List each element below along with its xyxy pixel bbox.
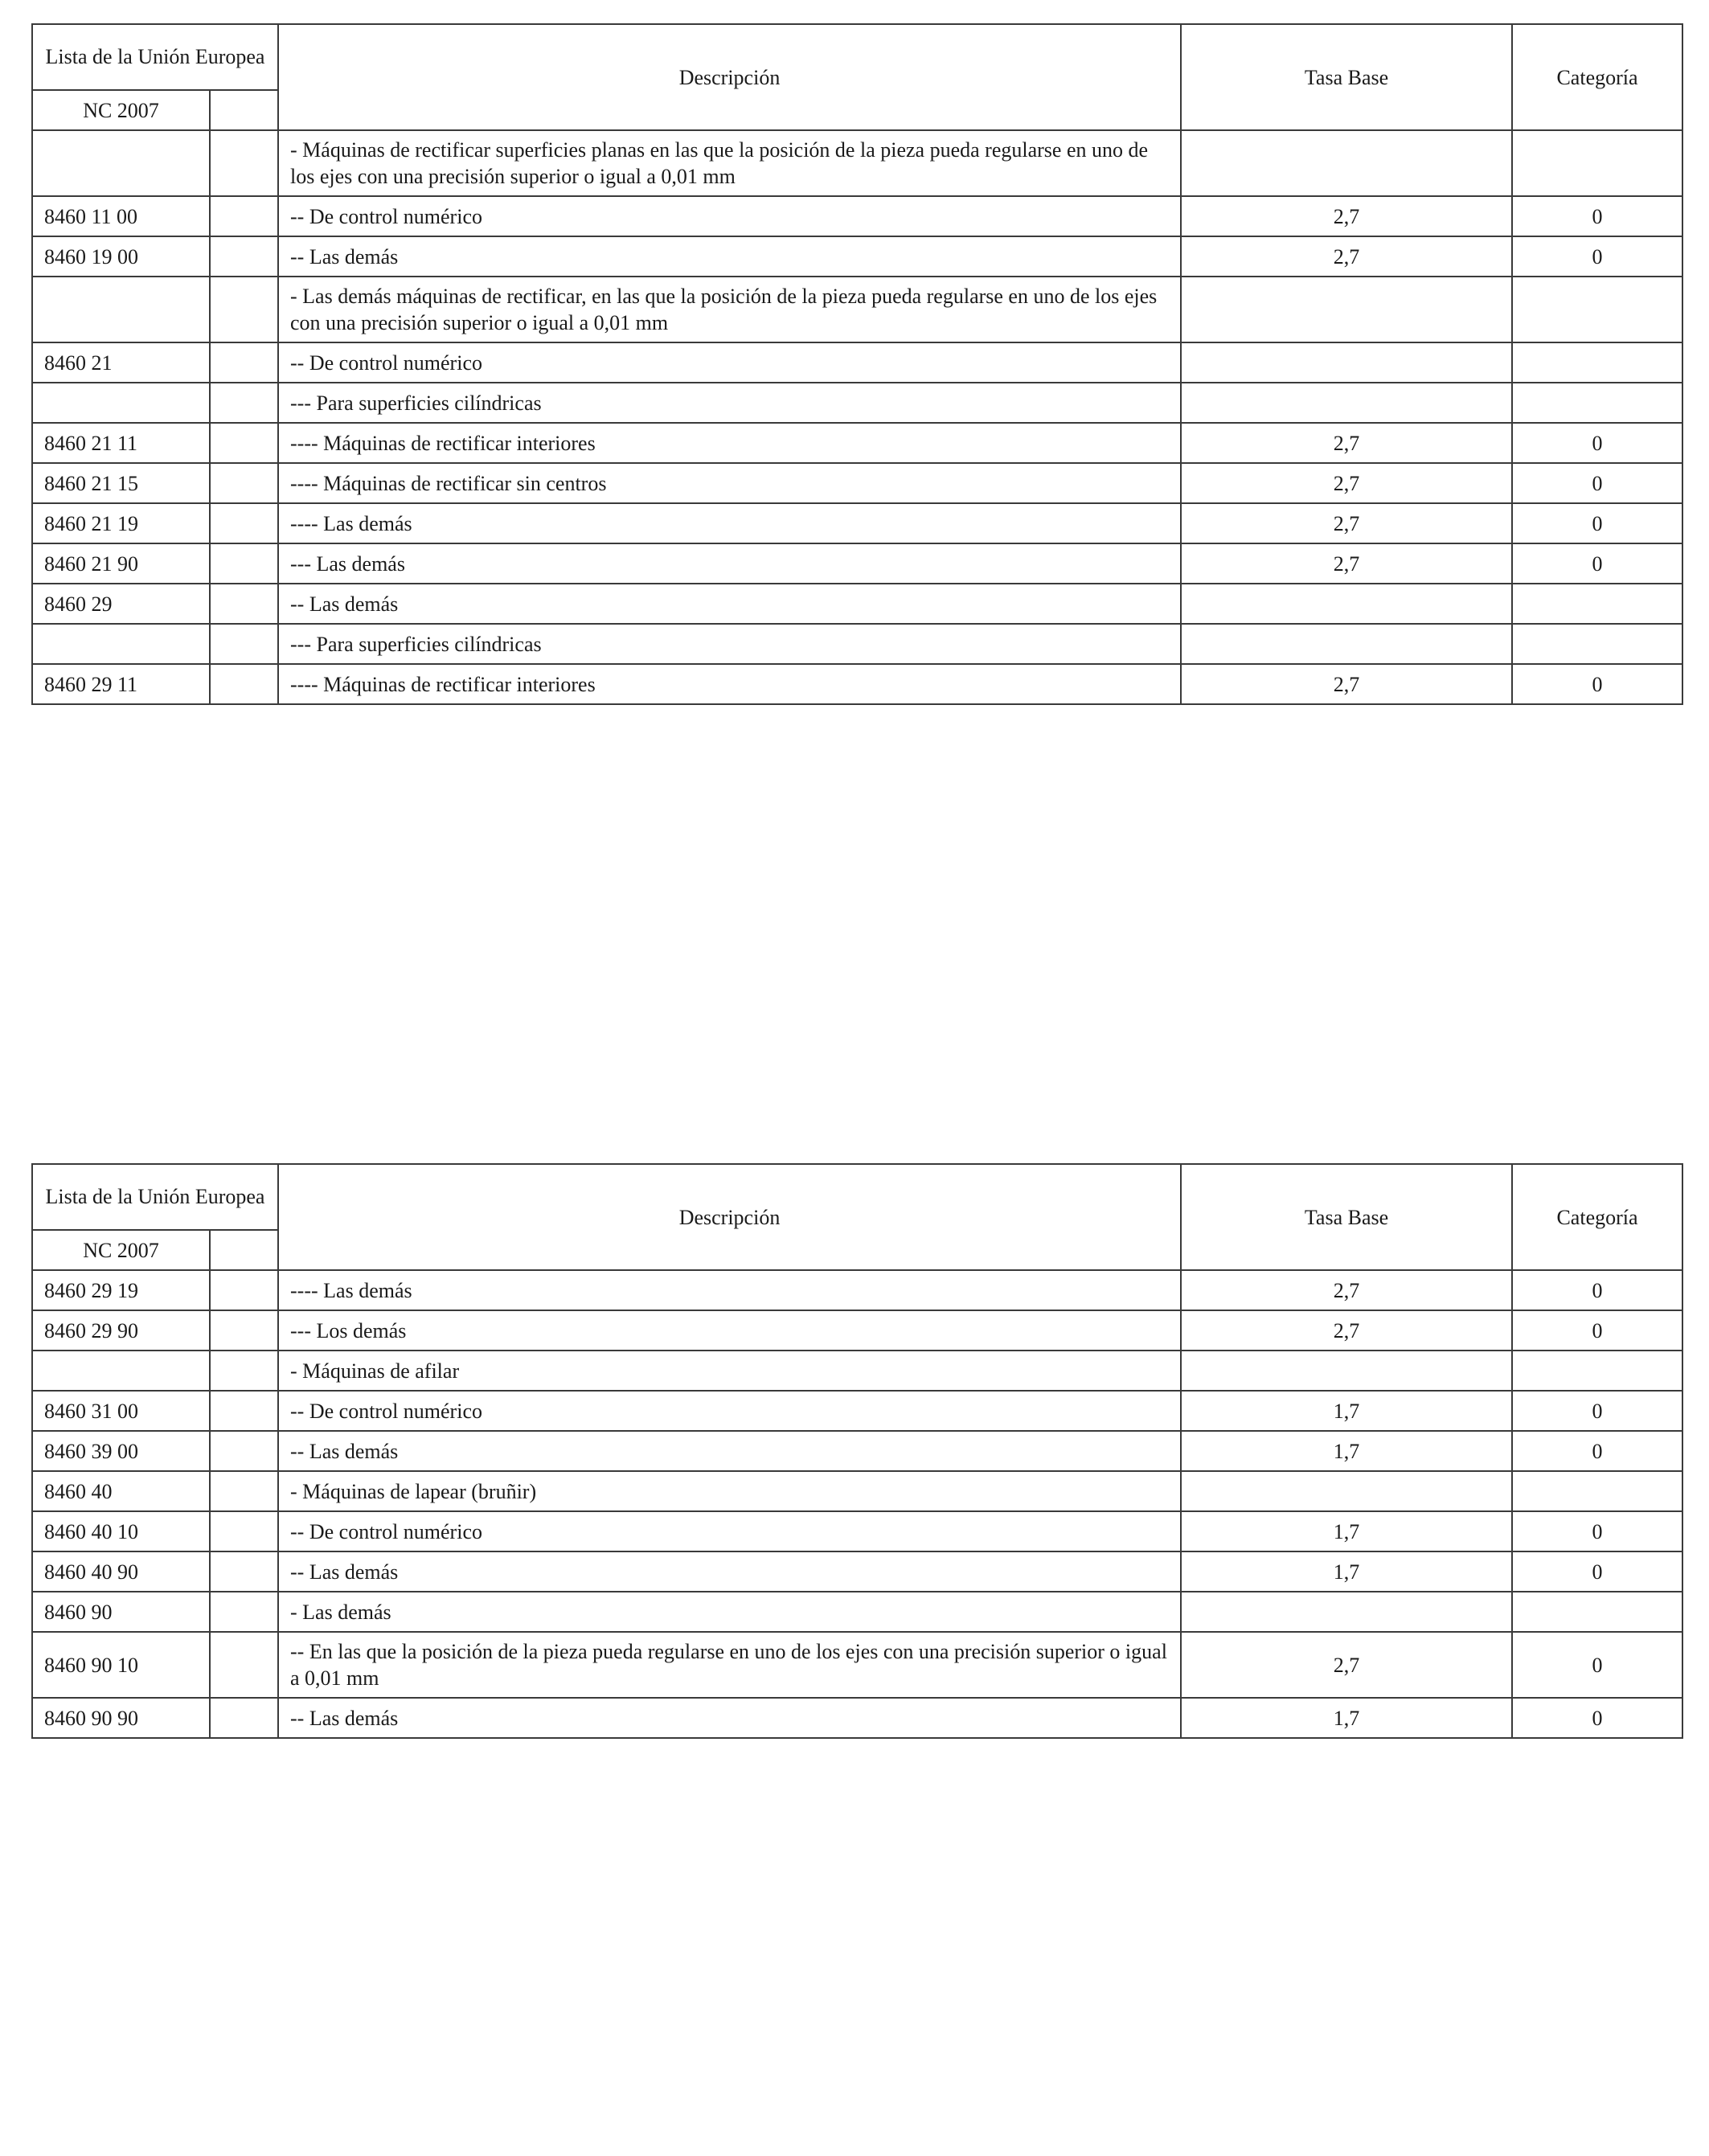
category-cell [1512,624,1682,664]
spacer-cell [210,1632,278,1698]
description-cell: - Máquinas de rectificar superficies planas en las que la posición de la pieza pueda regularse en uno de los ejes con una precisión superior o igual a 0,01 mm [278,130,1181,196]
description-cell: -- Las demás [278,1698,1181,1738]
description-cell: --- Las demás [278,543,1181,584]
description-cell: ---- Las demás [278,1270,1181,1310]
category-cell [1512,1592,1682,1632]
table-row [32,383,1682,423]
code-cell: 8460 29 19 [32,1270,210,1310]
category-cell [1512,383,1682,423]
base-rate-cell: 2,7 [1181,236,1512,277]
base-rate-cell: 1,7 [1181,1391,1512,1431]
spacer-cell [210,277,278,342]
code-cell [32,1351,210,1391]
base-rate-cell: 2,7 [1181,503,1512,543]
base-rate-header: Tasa Base [1181,1164,1512,1270]
base-rate-cell [1181,1592,1512,1632]
description-cell: ---- Las demás [278,503,1181,543]
spacer-cell [210,1391,278,1431]
empty-header-cell [210,1230,278,1270]
base-rate-cell: 2,7 [1181,664,1512,704]
table-row [32,1431,1682,1471]
spacer-cell [210,1310,278,1351]
table-row [32,342,1682,383]
category-cell [1512,342,1682,383]
table-row [32,196,1682,236]
base-rate-cell [1181,1351,1512,1391]
spacer-cell [210,130,278,196]
description-cell: -- Las demás [278,584,1181,624]
spacer-cell [210,1471,278,1511]
category-cell: 0 [1512,503,1682,543]
code-cell: 8460 21 19 [32,503,210,543]
code-cell: 8460 29 11 [32,664,210,704]
code-cell: 8460 40 90 [32,1551,210,1592]
description-cell: ---- Máquinas de rectificar interiores [278,423,1181,463]
base-rate-cell [1181,277,1512,342]
base-rate-cell: 2,7 [1181,423,1512,463]
table-row [32,130,1682,196]
code-cell [32,624,210,664]
table-row [32,1551,1682,1592]
table-row [32,236,1682,277]
description-cell: - Las demás [278,1592,1181,1632]
description-cell: - Máquinas de afilar [278,1351,1181,1391]
base-rate-cell: 2,7 [1181,1310,1512,1351]
table-row [32,1471,1682,1511]
eu-list-header: Lista de la Unión Europea [32,1164,278,1230]
category-cell: 0 [1512,1391,1682,1431]
table-row [32,1351,1682,1391]
nc-header: NC 2007 [32,90,210,130]
spacer-cell [210,1551,278,1592]
base-rate-cell [1181,383,1512,423]
spacer-cell [210,423,278,463]
table-row [32,503,1682,543]
code-cell [32,383,210,423]
code-cell: 8460 29 [32,584,210,624]
category-cell [1512,584,1682,624]
empty-header-cell [210,90,278,130]
spacer-cell [210,543,278,584]
code-cell: 8460 21 11 [32,423,210,463]
spacer-cell [210,1431,278,1471]
spacer-cell [210,1592,278,1632]
base-rate-header: Tasa Base [1181,24,1512,130]
description-cell: - Las demás máquinas de rectificar, en las que la posición de la pieza pueda regularse en uno de los ejes con una precisión superior o igual a 0,01 mm [278,277,1181,342]
spacer-cell [210,342,278,383]
base-rate-cell [1181,342,1512,383]
base-rate-cell: 1,7 [1181,1431,1512,1471]
category-header: Categoría [1512,1164,1682,1270]
table-row [32,624,1682,664]
spacer-cell [210,1351,278,1391]
base-rate-cell [1181,1471,1512,1511]
spacer-cell [210,503,278,543]
spacer-cell [210,196,278,236]
table-row [32,1698,1682,1738]
category-cell: 0 [1512,1270,1682,1310]
code-cell: 8460 39 00 [32,1431,210,1471]
spacer-cell [210,1270,278,1310]
spacer-cell [210,1511,278,1551]
description-header: Descripción [278,1164,1181,1270]
base-rate-cell: 1,7 [1181,1698,1512,1738]
table-row [32,1270,1682,1310]
table-row [32,423,1682,463]
description-cell: ---- Máquinas de rectificar sin centros [278,463,1181,503]
base-rate-cell: 2,7 [1181,1270,1512,1310]
category-header: Categoría [1512,24,1682,130]
table-row [32,1511,1682,1551]
table-row [32,463,1682,503]
code-cell: 8460 90 90 [32,1698,210,1738]
code-cell: 8460 21 [32,342,210,383]
description-cell: - Máquinas de lapear (bruñir) [278,1471,1181,1511]
description-cell: --- Para superficies cilíndricas [278,624,1181,664]
description-cell: --- Los demás [278,1310,1181,1351]
code-cell: 8460 21 15 [32,463,210,503]
description-cell: -- De control numérico [278,342,1181,383]
base-rate-cell [1181,130,1512,196]
base-rate-cell: 2,7 [1181,463,1512,503]
category-cell: 0 [1512,1632,1682,1698]
description-cell: -- Las demás [278,1551,1181,1592]
category-cell: 0 [1512,1310,1682,1351]
code-cell: 8460 40 10 [32,1511,210,1551]
base-rate-cell: 1,7 [1181,1551,1512,1592]
code-cell: 8460 19 00 [32,236,210,277]
table-row [32,664,1682,704]
table-row [32,1632,1682,1698]
code-cell [32,277,210,342]
code-cell: 8460 90 [32,1592,210,1632]
tariff-table-1 [31,23,1683,705]
nc-header: NC 2007 [32,1230,210,1270]
spacer-cell [210,236,278,277]
description-cell: -- En las que la posición de la pieza pueda regularse en uno de los ejes con una precisión superior o igual a 0,01 mm [278,1632,1181,1698]
code-cell: 8460 40 [32,1471,210,1511]
description-cell: -- De control numérico [278,1511,1181,1551]
base-rate-cell: 1,7 [1181,1511,1512,1551]
code-cell: 8460 29 90 [32,1310,210,1351]
spacer-cell [210,624,278,664]
category-cell: 0 [1512,1698,1682,1738]
base-rate-cell: 2,7 [1181,196,1512,236]
description-cell: ---- Máquinas de rectificar interiores [278,664,1181,704]
category-cell: 0 [1512,1511,1682,1551]
spacer-cell [210,1698,278,1738]
category-cell [1512,1351,1682,1391]
category-cell: 0 [1512,664,1682,704]
table-header-row [32,24,1682,90]
code-cell: 8460 21 90 [32,543,210,584]
eu-list-header: Lista de la Unión Europea [32,24,278,90]
description-cell: -- De control numérico [278,196,1181,236]
spacer-cell [210,584,278,624]
description-cell: -- De control numérico [278,1391,1181,1431]
table-row [32,1310,1682,1351]
table-row [32,543,1682,584]
category-cell: 0 [1512,423,1682,463]
description-cell: -- Las demás [278,236,1181,277]
table-row [32,1391,1682,1431]
category-cell: 0 [1512,1551,1682,1592]
category-cell: 0 [1512,236,1682,277]
category-cell: 0 [1512,543,1682,584]
spacer-cell [210,463,278,503]
base-rate-cell [1181,624,1512,664]
code-cell: 8460 11 00 [32,196,210,236]
category-cell: 0 [1512,196,1682,236]
category-cell [1512,277,1682,342]
table-row [32,277,1682,342]
spacer-cell [210,383,278,423]
base-rate-cell: 2,7 [1181,543,1512,584]
table-row [32,1592,1682,1632]
description-cell: --- Para superficies cilíndricas [278,383,1181,423]
description-header: Descripción [278,24,1181,130]
category-cell [1512,1471,1682,1511]
base-rate-cell: 2,7 [1181,1632,1512,1698]
category-cell [1512,130,1682,196]
table-row [32,584,1682,624]
code-cell: 8460 31 00 [32,1391,210,1431]
table-header-row [32,1164,1682,1230]
tariff-table-2 [31,1163,1683,1739]
category-cell: 0 [1512,463,1682,503]
base-rate-cell [1181,584,1512,624]
category-cell: 0 [1512,1431,1682,1471]
code-cell: 8460 90 10 [32,1632,210,1698]
description-cell: -- Las demás [278,1431,1181,1471]
code-cell [32,130,210,196]
spacer-cell [210,664,278,704]
